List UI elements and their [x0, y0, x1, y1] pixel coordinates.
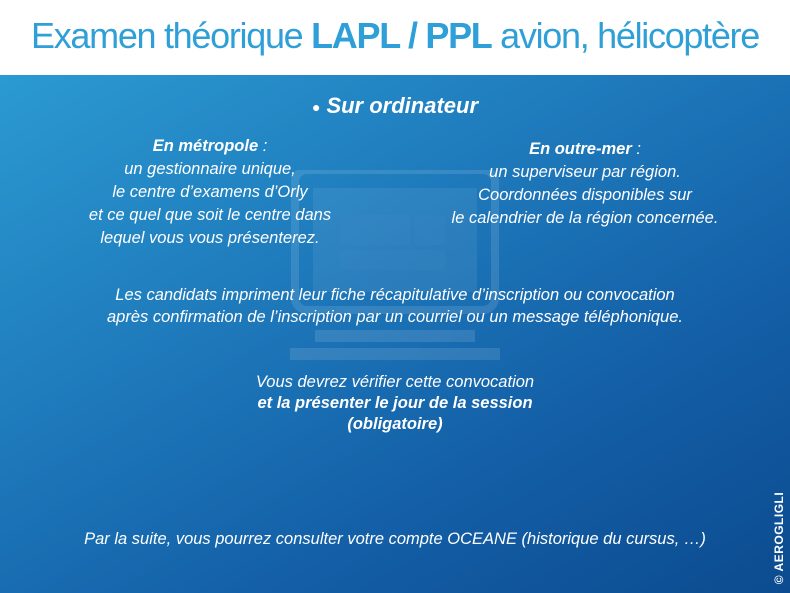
metropole-title-line	[50, 135, 370, 158]
outremer-title-line	[430, 138, 740, 161]
outremer-title-suffix: :	[631, 140, 641, 158]
convocation-line-bold: et la présenter le jour de la session	[257, 394, 533, 412]
page-title	[0, 15, 790, 57]
bullet-dot-icon: ●	[311, 99, 321, 116]
section-heading-text: Sur ordinateur	[326, 93, 479, 118]
title-bold: LAPL / PPL	[311, 15, 492, 56]
metropole-title-suffix: :	[258, 137, 268, 155]
metropole-line: un gestionnaire unique,	[124, 160, 296, 178]
outremer-line: le calendrier de la région concernée.	[451, 209, 719, 227]
convocation-line: Vous devrez vérifier cette convocation	[255, 373, 535, 391]
outremer-block	[430, 138, 740, 230]
metropole-line: lequel vous vous présenterez.	[100, 229, 320, 247]
suite-paragraph: Par la suite, vous pourrez consulter votre compte OCEANE (historique du cursus, …)	[84, 530, 706, 548]
convocation-paragraph	[200, 372, 590, 435]
candidats-paragraph	[40, 284, 750, 328]
section-heading	[0, 93, 790, 119]
title-part2: avion, hélicoptère	[491, 15, 759, 56]
metropole-block	[50, 135, 370, 250]
header	[0, 0, 790, 75]
outremer-title: En outre-mer	[529, 140, 632, 158]
convocation-line-bold: (obligatoire)	[347, 415, 443, 433]
metropole-title: En métropole	[152, 137, 259, 155]
outremer-line: Coordonnées disponibles sur	[478, 186, 692, 204]
candidats-line: après confirmation de l’inscription par un courriel ou un message téléphonique.	[106, 308, 683, 326]
metropole-line: le centre d’examens d’Orly	[112, 183, 308, 201]
copyright-text: © AEROGLIGLI	[772, 491, 786, 585]
title-part1: Examen théorique	[31, 15, 312, 56]
outremer-line: un superviseur par région.	[489, 163, 681, 181]
candidats-line: Les candidats impriment leur fiche récapitulative d’inscription ou convocation	[115, 286, 675, 304]
metropole-line: et ce quel que soit le centre dans	[88, 206, 332, 224]
